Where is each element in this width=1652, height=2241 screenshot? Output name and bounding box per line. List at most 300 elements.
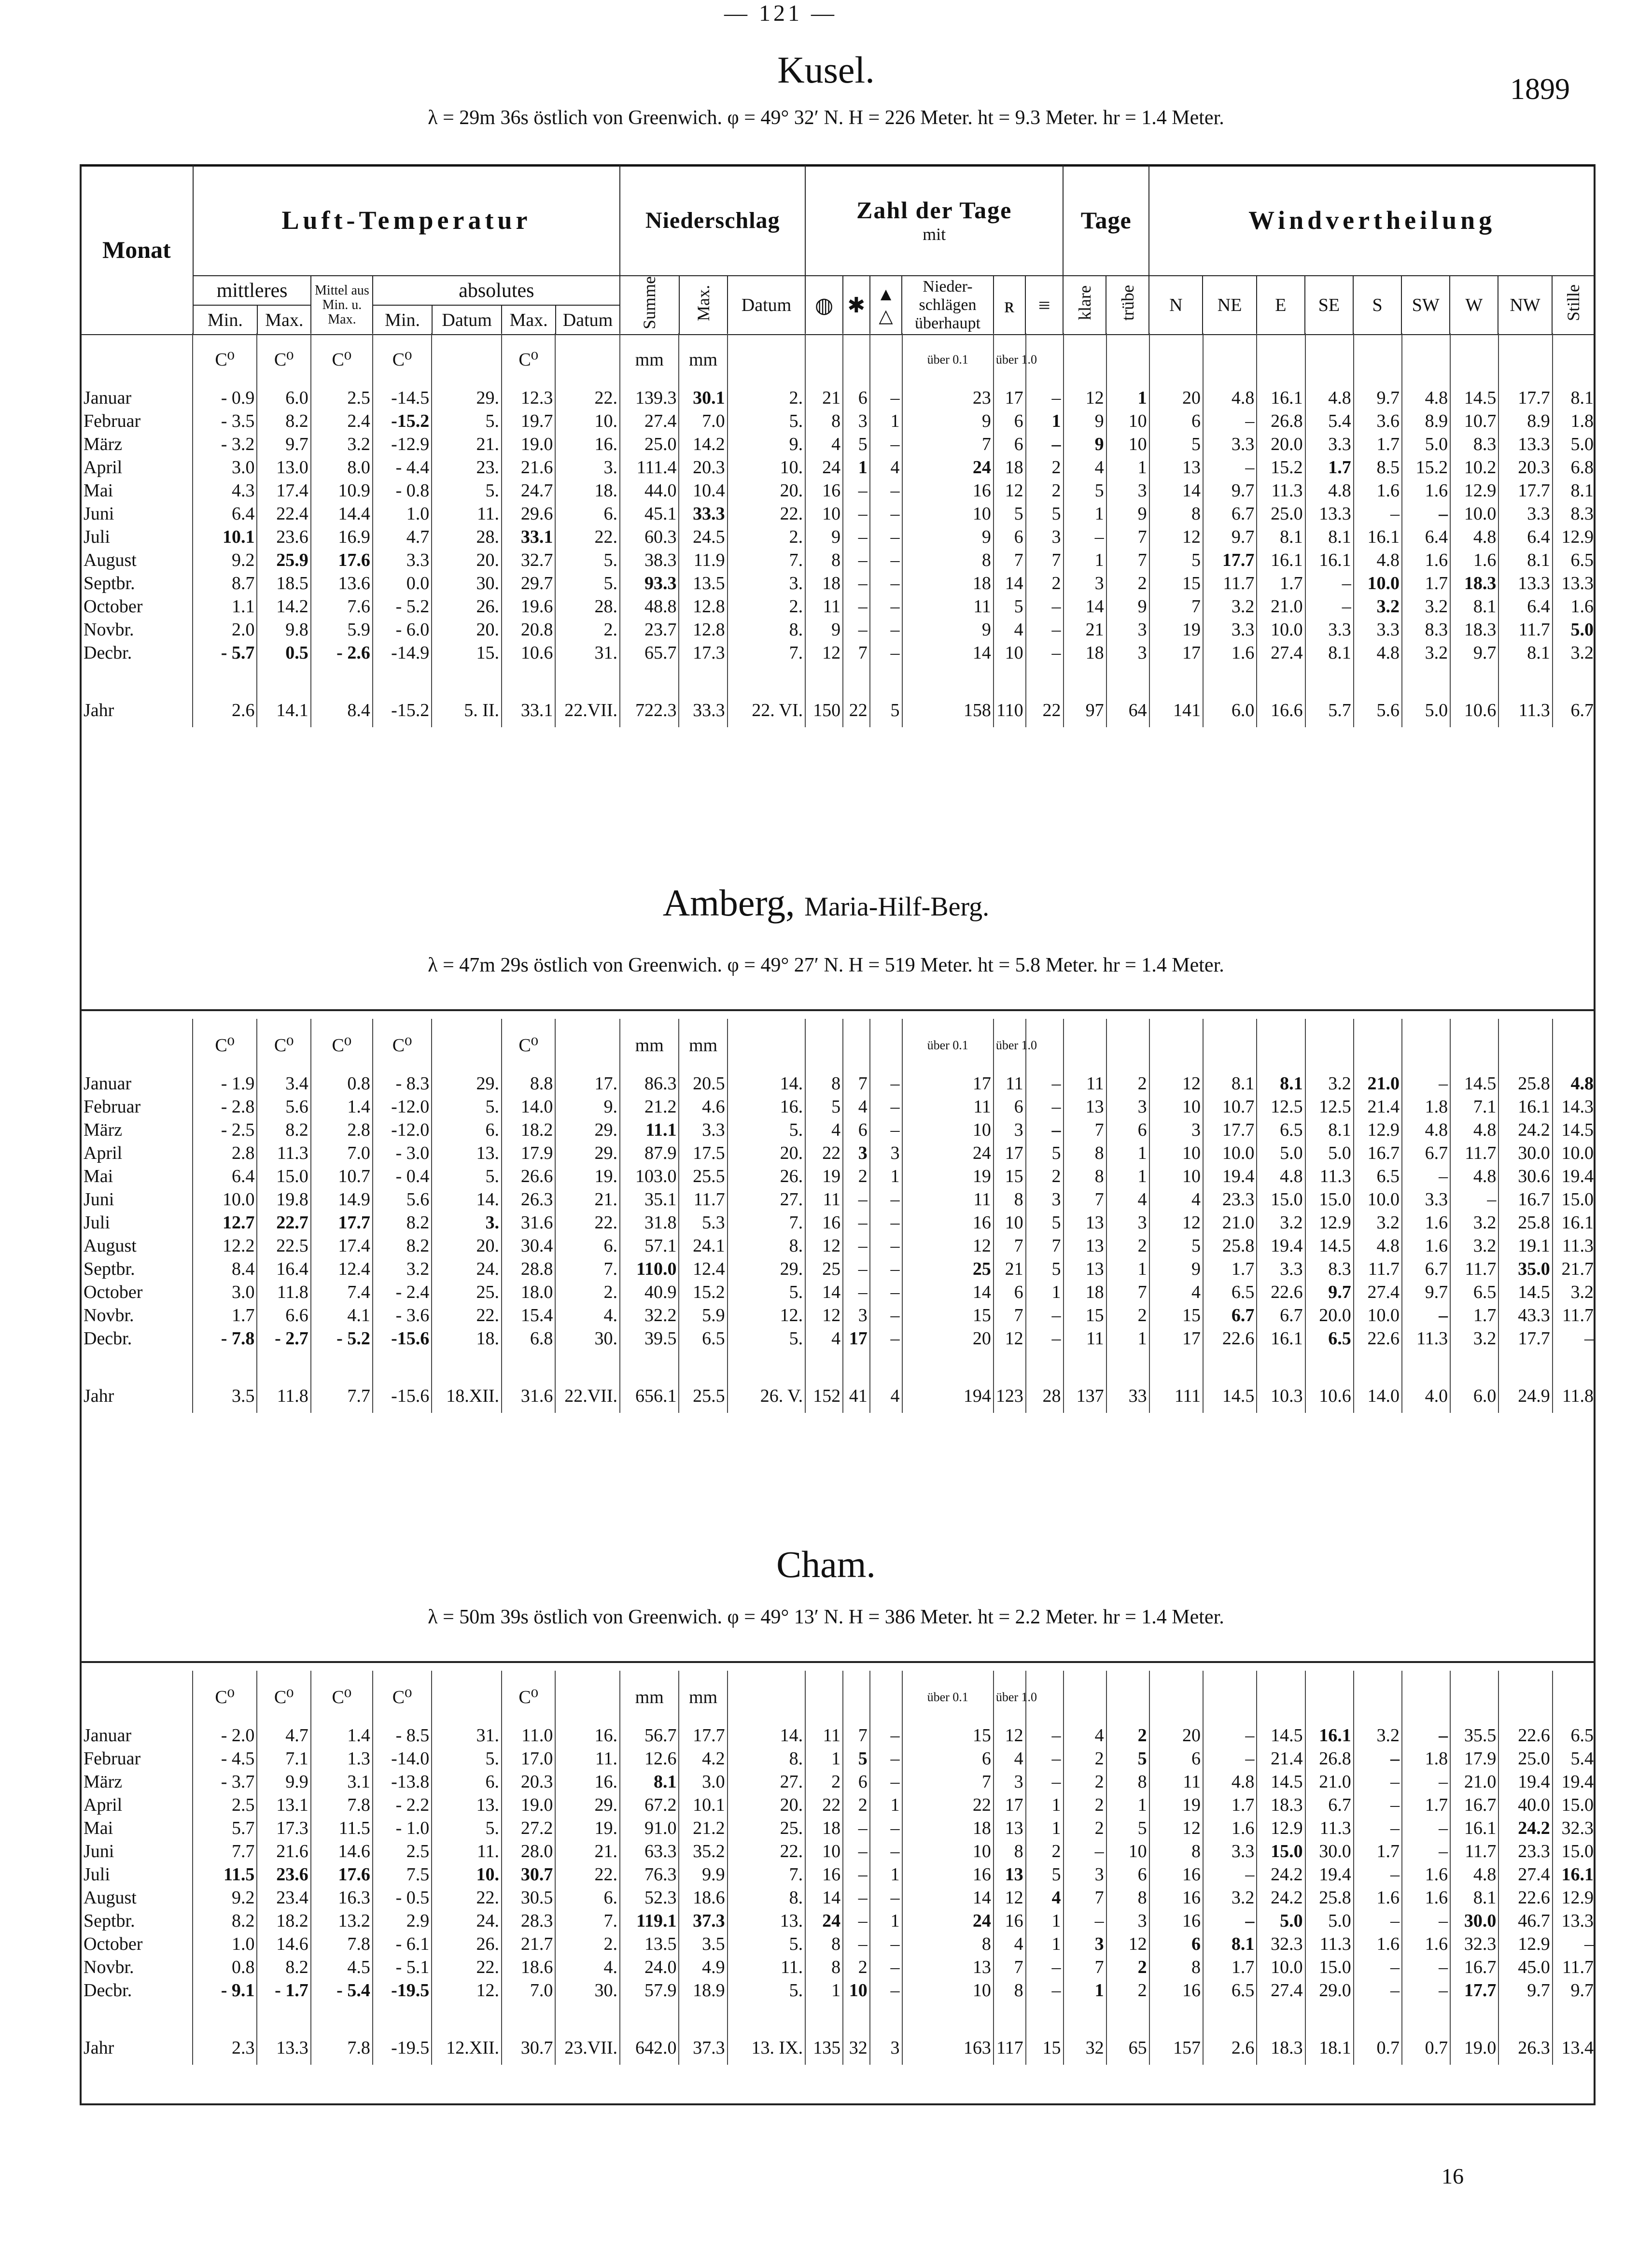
- table-cell: 8.: [728, 618, 805, 641]
- table-cell: 18.3: [1257, 2031, 1305, 2065]
- table-cell: 8: [1064, 1142, 1106, 1165]
- table-cell: 1.8: [1402, 1095, 1450, 1118]
- table-cell: 2: [1106, 1072, 1149, 1095]
- unit-cell: [728, 1019, 805, 1072]
- table-cell: - 7.8: [193, 1327, 257, 1350]
- table-cell: 39.5: [620, 1327, 679, 1350]
- page-number-top: — 121 —: [724, 0, 837, 26]
- table-cell: 18.6: [502, 1956, 555, 1979]
- table-cell: 3.2: [311, 433, 373, 456]
- table-cell: 12: [1064, 386, 1106, 409]
- table-cell: 8.1: [1203, 1072, 1257, 1095]
- spacer-cell: [1450, 2002, 1498, 2031]
- table-cell: 22: [1026, 693, 1064, 727]
- table-cell: 17.9: [1450, 1747, 1498, 1770]
- table-cell: 17: [902, 1072, 994, 1095]
- table-cell: 12.9: [1257, 1817, 1305, 1840]
- unit-label: C⁰: [502, 1671, 555, 1724]
- table-cell: –: [843, 502, 870, 525]
- table-cell: 10: [902, 1979, 994, 2002]
- table-cell: 3.2: [1354, 1724, 1402, 1747]
- month-label: Juni: [84, 1841, 114, 1861]
- table-cell: 24.7: [502, 479, 555, 502]
- table-cell: 63.3: [620, 1840, 679, 1863]
- spacer-cell: [620, 1350, 679, 1379]
- table-cell: 8.1: [1553, 386, 1596, 409]
- unit-label: C⁰: [193, 1019, 257, 1072]
- table-cell: 15: [1149, 1304, 1203, 1327]
- station-name: Amberg,: [662, 882, 795, 924]
- table-cell: 16.: [555, 1770, 620, 1793]
- table-cell: 18: [1064, 1281, 1106, 1304]
- table-cell: 21.0: [1203, 1211, 1257, 1234]
- table-cell: 26.: [728, 1165, 805, 1188]
- month-label: Jahr: [84, 1386, 114, 1406]
- table-cell: 3: [1026, 525, 1064, 549]
- table-cell: 642.0: [620, 2031, 679, 2065]
- table-cell: 11.7: [679, 1188, 727, 1211]
- table-cell: 8.5: [1354, 456, 1402, 479]
- table-cell: 1.6: [1450, 549, 1498, 572]
- table-cell: 22. VI.: [728, 693, 805, 727]
- table-cell: 12.4: [679, 1257, 727, 1281]
- month-label: Decbr.: [84, 1328, 132, 1349]
- unit-cell: [1149, 1671, 1203, 1724]
- table-cell: –: [870, 1327, 902, 1350]
- spacer-cell: [1149, 664, 1203, 693]
- month-label: Januar: [84, 388, 132, 408]
- table-cell: 11.5: [311, 1817, 373, 1840]
- table-cell: 13.5: [620, 1932, 679, 1956]
- table-cell: 10.0: [1257, 618, 1305, 641]
- table-cell: 6: [994, 433, 1026, 456]
- station-block-cham: [80, 1671, 1596, 2065]
- unit-cell: [1402, 333, 1450, 386]
- table-cell: 3.2: [1402, 595, 1450, 618]
- table-cell: 1: [1026, 1932, 1064, 1956]
- unit-cell: [432, 333, 502, 386]
- table-cell: 17: [843, 1327, 870, 1350]
- table-cell: 21.0: [1305, 1770, 1354, 1793]
- table-cell: 30.: [432, 572, 502, 595]
- spacer-cell: [555, 1350, 620, 1379]
- table-cell: 14: [805, 1281, 843, 1304]
- table-cell: - 5.2: [373, 595, 432, 618]
- unit-cell: [1064, 333, 1106, 386]
- table-cell: 30.0: [1498, 1142, 1552, 1165]
- table-cell: 9: [1149, 1257, 1203, 1281]
- table-cell: 22: [805, 1142, 843, 1165]
- data-table-amberg: [80, 1019, 1596, 1413]
- table-row: [80, 1142, 1596, 1165]
- spacer-cell: [728, 664, 805, 693]
- table-cell: 6.7: [1402, 1257, 1450, 1281]
- table-cell: -19.5: [373, 2031, 432, 2065]
- table-cell: –: [1026, 1072, 1064, 1095]
- unit-label: C⁰: [373, 1019, 432, 1072]
- table-cell: –: [870, 641, 902, 664]
- table-cell: 2: [805, 1770, 843, 1793]
- unit-label: mm: [679, 333, 727, 386]
- table-cell: 7: [1064, 1118, 1106, 1142]
- table-cell: 16.1: [1354, 525, 1402, 549]
- table-cell: 22.VII.: [555, 693, 620, 727]
- table-cell: 12.6: [620, 1747, 679, 1770]
- month-label: Juli: [84, 527, 110, 547]
- table-cell: 1.7: [1203, 1793, 1257, 1817]
- table-cell: 1: [870, 1165, 902, 1188]
- table-cell: 4.8: [1203, 386, 1257, 409]
- table-cell: 2: [1026, 1165, 1064, 1188]
- table-cell: 7.: [728, 1863, 805, 1886]
- table-cell: 33.1: [502, 525, 555, 549]
- unit-cell: [1450, 1019, 1498, 1072]
- table-cell: 6.4: [1498, 595, 1552, 618]
- table-cell: 3.5: [679, 1932, 727, 1956]
- table-cell: 10.1: [679, 1793, 727, 1817]
- table-cell: –: [1402, 1304, 1450, 1327]
- table-cell: 3.: [728, 572, 805, 595]
- table-cell: 6.: [555, 502, 620, 525]
- table-cell: 19: [1149, 618, 1203, 641]
- table-cell: 6.7: [1203, 502, 1257, 525]
- table-cell: 6.5: [1553, 1724, 1596, 1747]
- header-monat: Monat: [80, 165, 193, 335]
- table-cell: 4.8: [1402, 386, 1450, 409]
- table-cell: 33.1: [502, 693, 555, 727]
- spacer-cell: [311, 2002, 373, 2031]
- table-cell: 5: [1026, 1257, 1064, 1281]
- table-row: [80, 525, 1596, 549]
- table-cell: 1: [1026, 409, 1064, 433]
- table-cell: 11: [805, 1188, 843, 1211]
- table-cell: 11.9: [679, 549, 727, 572]
- spacer-cell: [1450, 664, 1498, 693]
- unit-cell: [80, 333, 193, 386]
- table-cell: 15.0: [257, 1165, 310, 1188]
- table-cell: 17: [994, 386, 1026, 409]
- table-cell: 5.: [432, 1165, 502, 1188]
- table-row: [80, 595, 1596, 618]
- table-cell: 12: [805, 1234, 843, 1257]
- table-cell: 21.2: [620, 1095, 679, 1118]
- table-cell: 25.5: [679, 1379, 727, 1413]
- spacer-cell: [432, 1350, 502, 1379]
- spacer-cell: [311, 664, 373, 693]
- table-cell: 8: [902, 549, 994, 572]
- table-cell: 8: [1149, 502, 1203, 525]
- table-cell: - 6.1: [373, 1932, 432, 1956]
- table-cell: 23.3: [1203, 1188, 1257, 1211]
- table-cell: 18: [805, 572, 843, 595]
- unit-cell: [80, 1019, 193, 1072]
- table-cell: 20.8: [502, 618, 555, 641]
- table-cell: –: [1402, 1817, 1450, 1840]
- table-cell: 3.0: [679, 1770, 727, 1793]
- spacer-cell: [1354, 2002, 1402, 2031]
- table-cell: 16.1: [1305, 549, 1354, 572]
- table-cell: 8.1: [1553, 479, 1596, 502]
- table-cell: 6.5: [1203, 1281, 1257, 1304]
- table-cell: 6.7: [1257, 1304, 1305, 1327]
- table-cell: 11.3: [1402, 1327, 1450, 1350]
- table-cell: 3: [1106, 641, 1149, 664]
- table-cell: 4: [870, 1379, 902, 1413]
- table-cell: 21.7: [502, 1932, 555, 1956]
- table-cell: 18: [805, 1817, 843, 1840]
- table-cell: –: [870, 1956, 902, 1979]
- table-cell: 1: [805, 1747, 843, 1770]
- table-cell: 8.: [728, 1234, 805, 1257]
- table-cell: 40.9: [620, 1281, 679, 1304]
- table-cell: 1.6: [1354, 1932, 1402, 1956]
- month-label: April: [84, 1795, 123, 1815]
- table-cell: 5.4: [1305, 409, 1354, 433]
- table-cell: 8.1: [1257, 1072, 1305, 1095]
- table-cell: 11.: [432, 502, 502, 525]
- table-cell: 19.: [555, 1165, 620, 1188]
- table-cell: 5.3: [679, 1211, 727, 1234]
- spacer-cell: [1498, 2002, 1552, 2031]
- station-name: Cham.: [776, 1543, 876, 1585]
- table-cell: 31.6: [502, 1379, 555, 1413]
- spacer-cell: [1203, 2002, 1257, 2031]
- table-cell: 4.7: [257, 1724, 310, 1747]
- table-cell: 8: [805, 409, 843, 433]
- station-coords-amberg: λ = 47m 29s östlich von Greenwich. φ = 49° 27′ N. H = 519 Meter. ht = 5.8 Meter. hr = 1.4 Meter.: [428, 954, 1224, 976]
- table-cell: 6.7: [1203, 1304, 1257, 1327]
- header-mittleres-max: Max.: [257, 305, 311, 335]
- table-cell: 16.1: [1257, 549, 1305, 572]
- spacer-cell: [994, 664, 1026, 693]
- month-label: August: [84, 1236, 137, 1256]
- table-cell: 5.: [432, 409, 502, 433]
- table-cell: –: [1305, 595, 1354, 618]
- table-cell: 9.9: [679, 1863, 727, 1886]
- table-cell: –: [870, 1118, 902, 1142]
- unit-label: C⁰: [193, 333, 257, 386]
- table-cell: 16: [902, 479, 994, 502]
- table-cell: 4: [1106, 1188, 1149, 1211]
- spacer-cell: [193, 1350, 257, 1379]
- table-cell: 10.0: [1553, 1142, 1596, 1165]
- table-cell: –: [1354, 1863, 1402, 1886]
- table-cell: 12.9: [1354, 1118, 1402, 1142]
- table-cell: 19.4: [1305, 1863, 1354, 1886]
- table-cell: 31.: [432, 1724, 502, 1747]
- table-cell: 26.: [432, 1932, 502, 1956]
- table-cell: 5: [1026, 1142, 1064, 1165]
- spacer-cell: [994, 2002, 1026, 2031]
- table-cell: 2.4: [311, 409, 373, 433]
- table-cell: - 2.6: [311, 641, 373, 664]
- table-cell: 8.1: [620, 1770, 679, 1793]
- table-cell: –: [1354, 1909, 1402, 1932]
- table-cell: 11.3: [1305, 1932, 1354, 1956]
- table-cell: 32.3: [1450, 1932, 1498, 1956]
- table-cell: 21.4: [1257, 1747, 1305, 1770]
- month-label: Jahr: [84, 2038, 114, 2058]
- table-cell: 6.5: [1553, 549, 1596, 572]
- spacer-cell: [679, 664, 727, 693]
- table-cell: 29.: [432, 386, 502, 409]
- spacer-cell: [193, 2002, 257, 2031]
- table-cell: 4.: [555, 1304, 620, 1327]
- table-cell: –: [843, 1863, 870, 1886]
- header-summe: [620, 276, 679, 335]
- table-row: [80, 1956, 1596, 1979]
- table-cell: 44.0: [620, 479, 679, 502]
- table-cell: 3: [1064, 1863, 1106, 1886]
- month-label: Jahr: [84, 700, 114, 720]
- table-cell: 0.5: [257, 641, 310, 664]
- table-cell: 8.8: [502, 1072, 555, 1095]
- table-cell: –: [1354, 1817, 1402, 1840]
- header-windvertheilung: Windvertheilung: [1149, 165, 1595, 276]
- table-cell: 8: [1149, 1840, 1203, 1863]
- table-row: [80, 1234, 1596, 1257]
- table-cell: 23.: [432, 456, 502, 479]
- table-cell: 0.8: [193, 1956, 257, 1979]
- table-cell: 30.4: [502, 1234, 555, 1257]
- table-cell: 27.4: [620, 409, 679, 433]
- table-cell: 8: [1106, 1886, 1149, 1909]
- table-cell: 16.1: [1553, 1211, 1596, 1234]
- spacer-cell: [1203, 664, 1257, 693]
- table-cell: 19.7: [502, 409, 555, 433]
- table-cell: 141: [1149, 693, 1203, 727]
- table-cell: 24.: [432, 1257, 502, 1281]
- table-cell: 21.6: [257, 1840, 310, 1863]
- table-cell: 27.2: [502, 1817, 555, 1840]
- table-cell: 10.7: [311, 1165, 373, 1188]
- table-cell: 41: [843, 1379, 870, 1413]
- table-cell: 25: [902, 1257, 994, 1281]
- table-cell: 18.XII.: [432, 1379, 502, 1413]
- table-cell: 97: [1064, 693, 1106, 727]
- table-cell: 37.3: [679, 2031, 727, 2065]
- table-cell: 24.: [432, 1909, 502, 1932]
- table-cell: - 1.7: [257, 1979, 310, 2002]
- table-cell: 10.0: [1203, 1142, 1257, 1165]
- table-cell: 7.7: [311, 1379, 373, 1413]
- table-cell: –: [1402, 1072, 1450, 1095]
- page-number-bottom: 16: [1442, 2164, 1464, 2188]
- unit-cell: [432, 1019, 502, 1072]
- table-cell: 15: [1149, 572, 1203, 595]
- table-cell: 6: [843, 1770, 870, 1793]
- table-cell: 19.6: [502, 595, 555, 618]
- table-cell: 4: [805, 1118, 843, 1142]
- table-cell: 5: [1106, 1817, 1149, 1840]
- table-cell: 6.5: [1450, 1281, 1498, 1304]
- table-cell: 8: [805, 549, 843, 572]
- table-cell: - 5.4: [311, 1979, 373, 2002]
- table-row: [80, 1817, 1596, 1840]
- table-cell: 5.: [555, 549, 620, 572]
- table-cell: 16: [902, 1211, 994, 1234]
- spacer-cell: [555, 664, 620, 693]
- table-cell: 13.0: [257, 456, 310, 479]
- header-stille-label: Stille: [1564, 284, 1583, 322]
- table-row: [80, 1793, 1596, 1817]
- year-total-row: [80, 2031, 1596, 2065]
- column-header: [80, 164, 1596, 335]
- table-cell: 1: [1106, 386, 1149, 409]
- table-row: [80, 1165, 1596, 1188]
- table-cell: 5.4: [1553, 1747, 1596, 1770]
- table-cell: –: [1203, 1863, 1257, 1886]
- table-cell: 12: [805, 1304, 843, 1327]
- table-cell: 45.0: [1498, 1956, 1552, 1979]
- table-cell: 19.4: [1553, 1770, 1596, 1793]
- table-cell: 16: [1149, 1886, 1203, 1909]
- table-cell: - 2.5: [193, 1118, 257, 1142]
- table-cell: 30.0: [1450, 1909, 1498, 1932]
- table-cell: 656.1: [620, 1379, 679, 1413]
- table-cell: 23.VII.: [555, 2031, 620, 2065]
- table-cell: 11: [994, 1072, 1026, 1095]
- table-cell: 17.7: [311, 1211, 373, 1234]
- table-cell: 12: [902, 1234, 994, 1257]
- spacer-cell: [1354, 1350, 1402, 1379]
- table-cell: 11.3: [1498, 693, 1552, 727]
- table-cell: 4: [870, 456, 902, 479]
- table-cell: 8.3: [1553, 502, 1596, 525]
- table-cell: 9.7: [1305, 1281, 1354, 1304]
- table-cell: 93.3: [620, 572, 679, 595]
- table-cell: 57.9: [620, 1979, 679, 2002]
- table-cell: 27.4: [1498, 1863, 1552, 1886]
- unit-row: [80, 1671, 1596, 1724]
- table-cell: –: [1402, 502, 1450, 525]
- table-cell: –: [870, 1211, 902, 1234]
- table-cell: 6.: [555, 1234, 620, 1257]
- unit-cell: [1498, 1019, 1552, 1072]
- unit-label: C⁰: [311, 333, 373, 386]
- table-cell: 3: [1106, 618, 1149, 641]
- month-label: Januar: [84, 1725, 132, 1746]
- table-cell: 1.0: [193, 1932, 257, 1956]
- table-row: [80, 1886, 1596, 1909]
- table-cell: 8.1: [1305, 641, 1354, 664]
- table-cell: 5.0: [1402, 693, 1450, 727]
- table-cell: 13.: [432, 1793, 502, 1817]
- table-cell: –: [870, 1886, 902, 1909]
- table-cell: 5.: [728, 409, 805, 433]
- table-cell: 6.4: [1498, 525, 1552, 549]
- table-cell: 27.4: [1257, 641, 1305, 664]
- unit-cell: [1064, 1019, 1106, 1072]
- table-cell: 52.3: [620, 1886, 679, 1909]
- table-cell: 1: [1106, 1793, 1149, 1817]
- month-label: Septbr.: [84, 1911, 135, 1931]
- unit-cell: [870, 1019, 902, 1072]
- unit-cell: [1106, 333, 1149, 386]
- table-cell: 3.3: [1203, 618, 1257, 641]
- table-cell: –: [1026, 1979, 1064, 2002]
- table-cell: 4: [1064, 1724, 1106, 1747]
- table-cell: 2: [1026, 572, 1064, 595]
- unit-label: über 1.0: [994, 333, 1026, 386]
- table-cell: 3.2: [1257, 1211, 1305, 1234]
- table-cell: 4.8: [1450, 1165, 1498, 1188]
- table-cell: - 6.0: [373, 618, 432, 641]
- table-cell: 1: [1106, 1327, 1149, 1350]
- unit-cell: [728, 333, 805, 386]
- unit-cell: [1203, 1671, 1257, 1724]
- table-cell: 27.4: [1257, 1979, 1305, 2002]
